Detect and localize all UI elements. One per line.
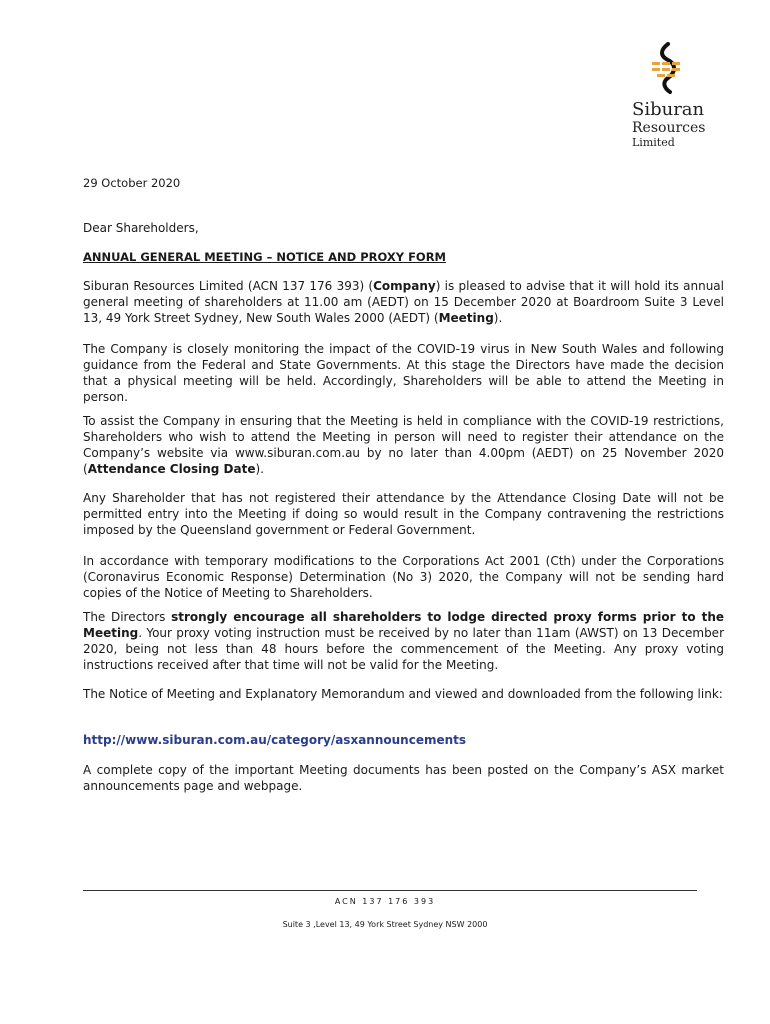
paragraph-8: A complete copy of the important Meeting documents has been posted on the Company’s ASX market announcements page and webpage. [83, 763, 724, 793]
logo-line-3: Limited [632, 136, 675, 149]
footer-divider [83, 890, 697, 891]
paragraph-4: Any Shareholder that has not registered their attendance by the Attendance Closing Date will not be permitted entry into the Meeting if doing so would result in the Company contravening the restrictions imposed by the Queensland government or Federal Government. [83, 491, 724, 537]
paragraph-3: To assist the Company in ensuring that the Meeting is held in compliance with the COVID-19 restrictions, Shareholders who wish to attend the Meeting in person will need to register their attendance on the Company’s website via www.siburan.com.au by no later than 4.00pm (AEDT) on 25 November 2020 (Attendance Closing Date). [83, 414, 724, 476]
company-logo [632, 42, 732, 150]
footer-acn: ACN 137 176 393 [334, 897, 436, 906]
logo-line-2: Resources [632, 120, 706, 136]
paragraph-5: In accordance with temporary modifications to the Corporations Act 2001 (Cth) under the Corporations (Coronavirus Economic Response) Determination (No 3) 2020, the Company will not be sending hard copies of the Notice of Meeting to Shareholders. [83, 554, 724, 600]
announcements-link[interactable]: http://www.siburan.com.au/category/asxannouncements [83, 733, 467, 747]
letter-date: 29 October 2020 [83, 176, 181, 190]
paragraph-2: The Company is closely monitoring the impact of the COVID-19 virus in New South Wales and following guidance from the Federal and State Governments. At this stage the Directors have made the decision that a physical meeting will be held. Accordingly, Shareholders will be able to attend the Meeting in person. [83, 342, 724, 404]
paragraph-1: Siburan Resources Limited (ACN 137 176 393) (Company) is pleased to advise that it will hold its annual general meeting of shareholders at 11.00 am (AEDT) on 15 December 2020 at Boardroom Suite 3 Level 13, 49 York Street Sydney, New South Wales 2000 (AEDT) (Meeting). [83, 279, 724, 325]
letter-heading: ANNUAL GENERAL MEETING – NOTICE AND PROXY FORM [83, 250, 447, 264]
footer-address: Suite 3 ,Level 13, 49 York Street Sydney NSW 2000 [282, 920, 488, 929]
paragraph-7: The Notice of Meeting and Explanatory Memorandum and viewed and downloaded from the following link: [83, 687, 723, 701]
salutation: Dear Shareholders, [83, 221, 199, 235]
siburan-logo-mark-icon [648, 42, 688, 94]
paragraph-6: The Directors strongly encourage all shareholders to lodge directed proxy forms prior to the Meeting. Your proxy voting instruction must be received by no later than 11am (AWST) on 13 December 2020, being not less than 48 hours before the commencement of the Meeting. Any proxy voting instructions received after that time will not be valid for the Meeting. [83, 610, 725, 672]
logo-line-1: Siburan [632, 99, 705, 120]
